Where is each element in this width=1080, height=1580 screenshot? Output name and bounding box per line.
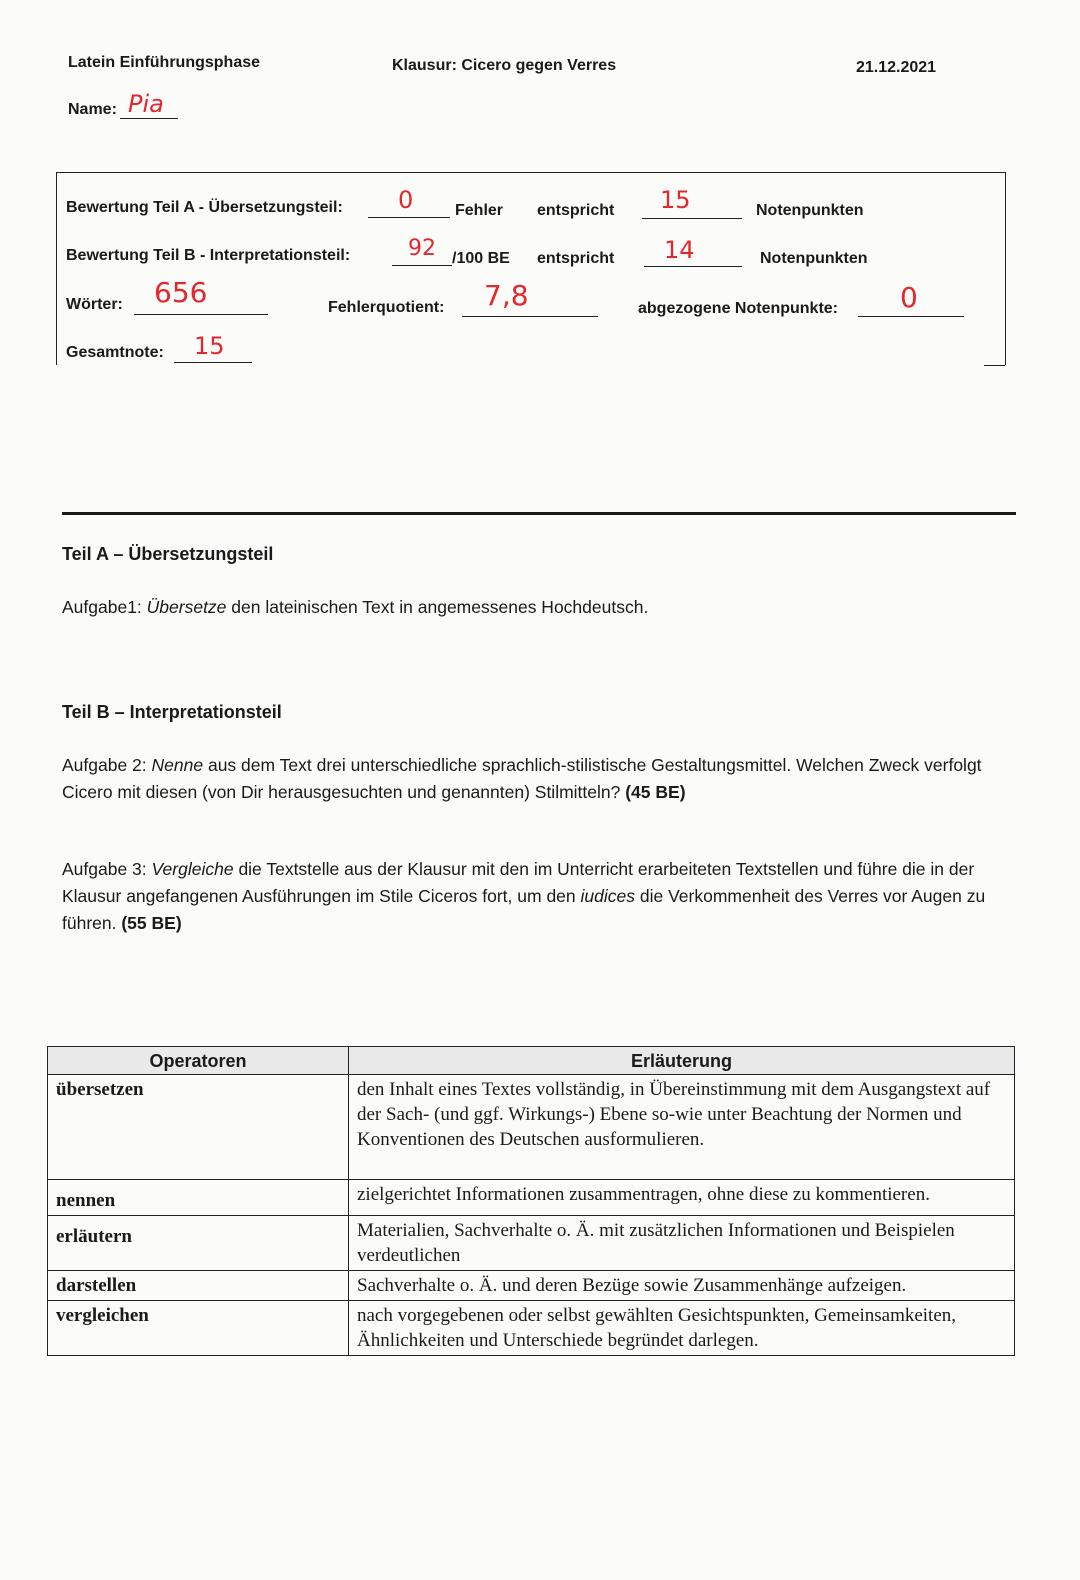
quotient-label: Fehlerquotient: xyxy=(328,299,445,316)
explanation-cell: den Inhalt eines Textes vollständig, in Übereinstimmung mit dem Ausgangstext auf der Sach- (und ggf. Wirkungs-) Ebene so-wie unter Beachtung der Normen und Konventionen des Deutschen ausformulieren. xyxy=(349,1075,1015,1180)
task-3-operator: Vergleiche xyxy=(151,859,234,879)
name-underline xyxy=(120,118,178,119)
part-a-points: 15 xyxy=(660,186,691,214)
name-value: Pia xyxy=(128,90,164,118)
task-2-points: (45 BE) xyxy=(625,782,686,802)
course-label: Latein Einführungsphase xyxy=(68,54,261,71)
part-a-label: Bewertung Teil A - Übersetzungsteil: xyxy=(66,199,343,216)
part-b-title: Teil B – Interpretationsteil xyxy=(62,702,282,722)
table-header-explanation: Erläuterung xyxy=(349,1047,1015,1075)
explanation-cell: nach vorgegebenen oder selbst gewählten Gesichtspunkten, Gemeinsamkeiten, Ähnlichkeiten und Unterschiede begründet darlegen. xyxy=(349,1301,1015,1356)
part-b-unit: /100 BE xyxy=(452,250,510,267)
part-a-equals: entspricht xyxy=(537,202,615,219)
operator-cell: übersetzen xyxy=(48,1075,349,1180)
operator-cell: vergleichen xyxy=(48,1301,349,1356)
part-b-score: 92 xyxy=(408,236,436,261)
part-a-points-label: Notenpunkten xyxy=(756,202,864,219)
task-1: Aufgabe1: Übersetze den lateinischen Text in angemessenes Hochdeutsch. xyxy=(62,597,649,617)
part-a-title: Teil A – Übersetzungsteil xyxy=(62,544,274,564)
part-b-equals: entspricht xyxy=(537,250,615,267)
part-b-points-label: Notenpunkten xyxy=(760,250,868,267)
part-a-unit: Fehler xyxy=(455,202,504,219)
table-row xyxy=(48,1301,1015,1356)
total-label: Gesamtnote: xyxy=(66,344,164,361)
words-value: 656 xyxy=(154,276,208,309)
deducted-label: abgezogene Notenpunkte: xyxy=(638,300,839,317)
task-1-operator: Übersetze xyxy=(146,597,227,617)
total-value: 15 xyxy=(194,332,225,360)
task-2: Aufgabe 2: Nenne aus dem Text drei unterschiedliche sprachlich-stilistische Gestaltungsmittel. Welchen Zweck verfolgt Cicero mit diesen (von Dir herausgesuchten und genannten) Stilmitteln? (45 BE) xyxy=(62,755,982,802)
table-row xyxy=(48,1271,1015,1301)
table-row xyxy=(48,1075,1015,1180)
quotient-value: 7,8 xyxy=(484,279,529,312)
name-label: Name: xyxy=(68,101,117,118)
explanation-cell: zielgerichtet Informationen zusammentragen, ohne diese zu kommentieren. xyxy=(349,1180,1015,1216)
section-divider xyxy=(62,512,1016,515)
part-b-label: Bewertung Teil B - Interpretationsteil: xyxy=(66,247,351,264)
operator-cell: nennen xyxy=(48,1180,349,1216)
deducted-value: 0 xyxy=(900,281,918,314)
exam-date: 21.12.2021 xyxy=(856,59,937,76)
exam-title: Klausur: Cicero gegen Verres xyxy=(392,57,617,74)
table-row xyxy=(48,1216,1015,1271)
task-3-points: (55 BE) xyxy=(121,913,182,933)
operator-cell: darstellen xyxy=(48,1271,349,1301)
explanation-cell: Sachverhalte o. Ä. und deren Bezüge sowie Zusammenhänge aufzeigen. xyxy=(349,1271,1015,1301)
table-row xyxy=(48,1180,1015,1216)
task-2-operator: Nenne xyxy=(151,755,204,775)
operator-cell: erläutern xyxy=(48,1216,349,1271)
task-3: Aufgabe 3: Vergleiche die Textstelle aus der Klausur mit den im Unterricht erarbeiteten Textstellen und führe die in der Klausur angefangenen Ausführungen im Stile Ciceros fort, um den iudices die Verkommenheit des Verres vor Augen zu führen. (55 BE) xyxy=(62,859,986,933)
operators-table xyxy=(47,1046,1015,1356)
part-b-points: 14 xyxy=(664,236,695,264)
explanation-cell: Materialien, Sachverhalte o. Ä. mit zusätzlichen Informationen und Beispielen verdeutlichen xyxy=(349,1216,1015,1271)
table-header-operators: Operatoren xyxy=(48,1047,349,1075)
part-a-errors: 0 xyxy=(398,186,414,214)
words-label: Wörter: xyxy=(66,296,123,313)
